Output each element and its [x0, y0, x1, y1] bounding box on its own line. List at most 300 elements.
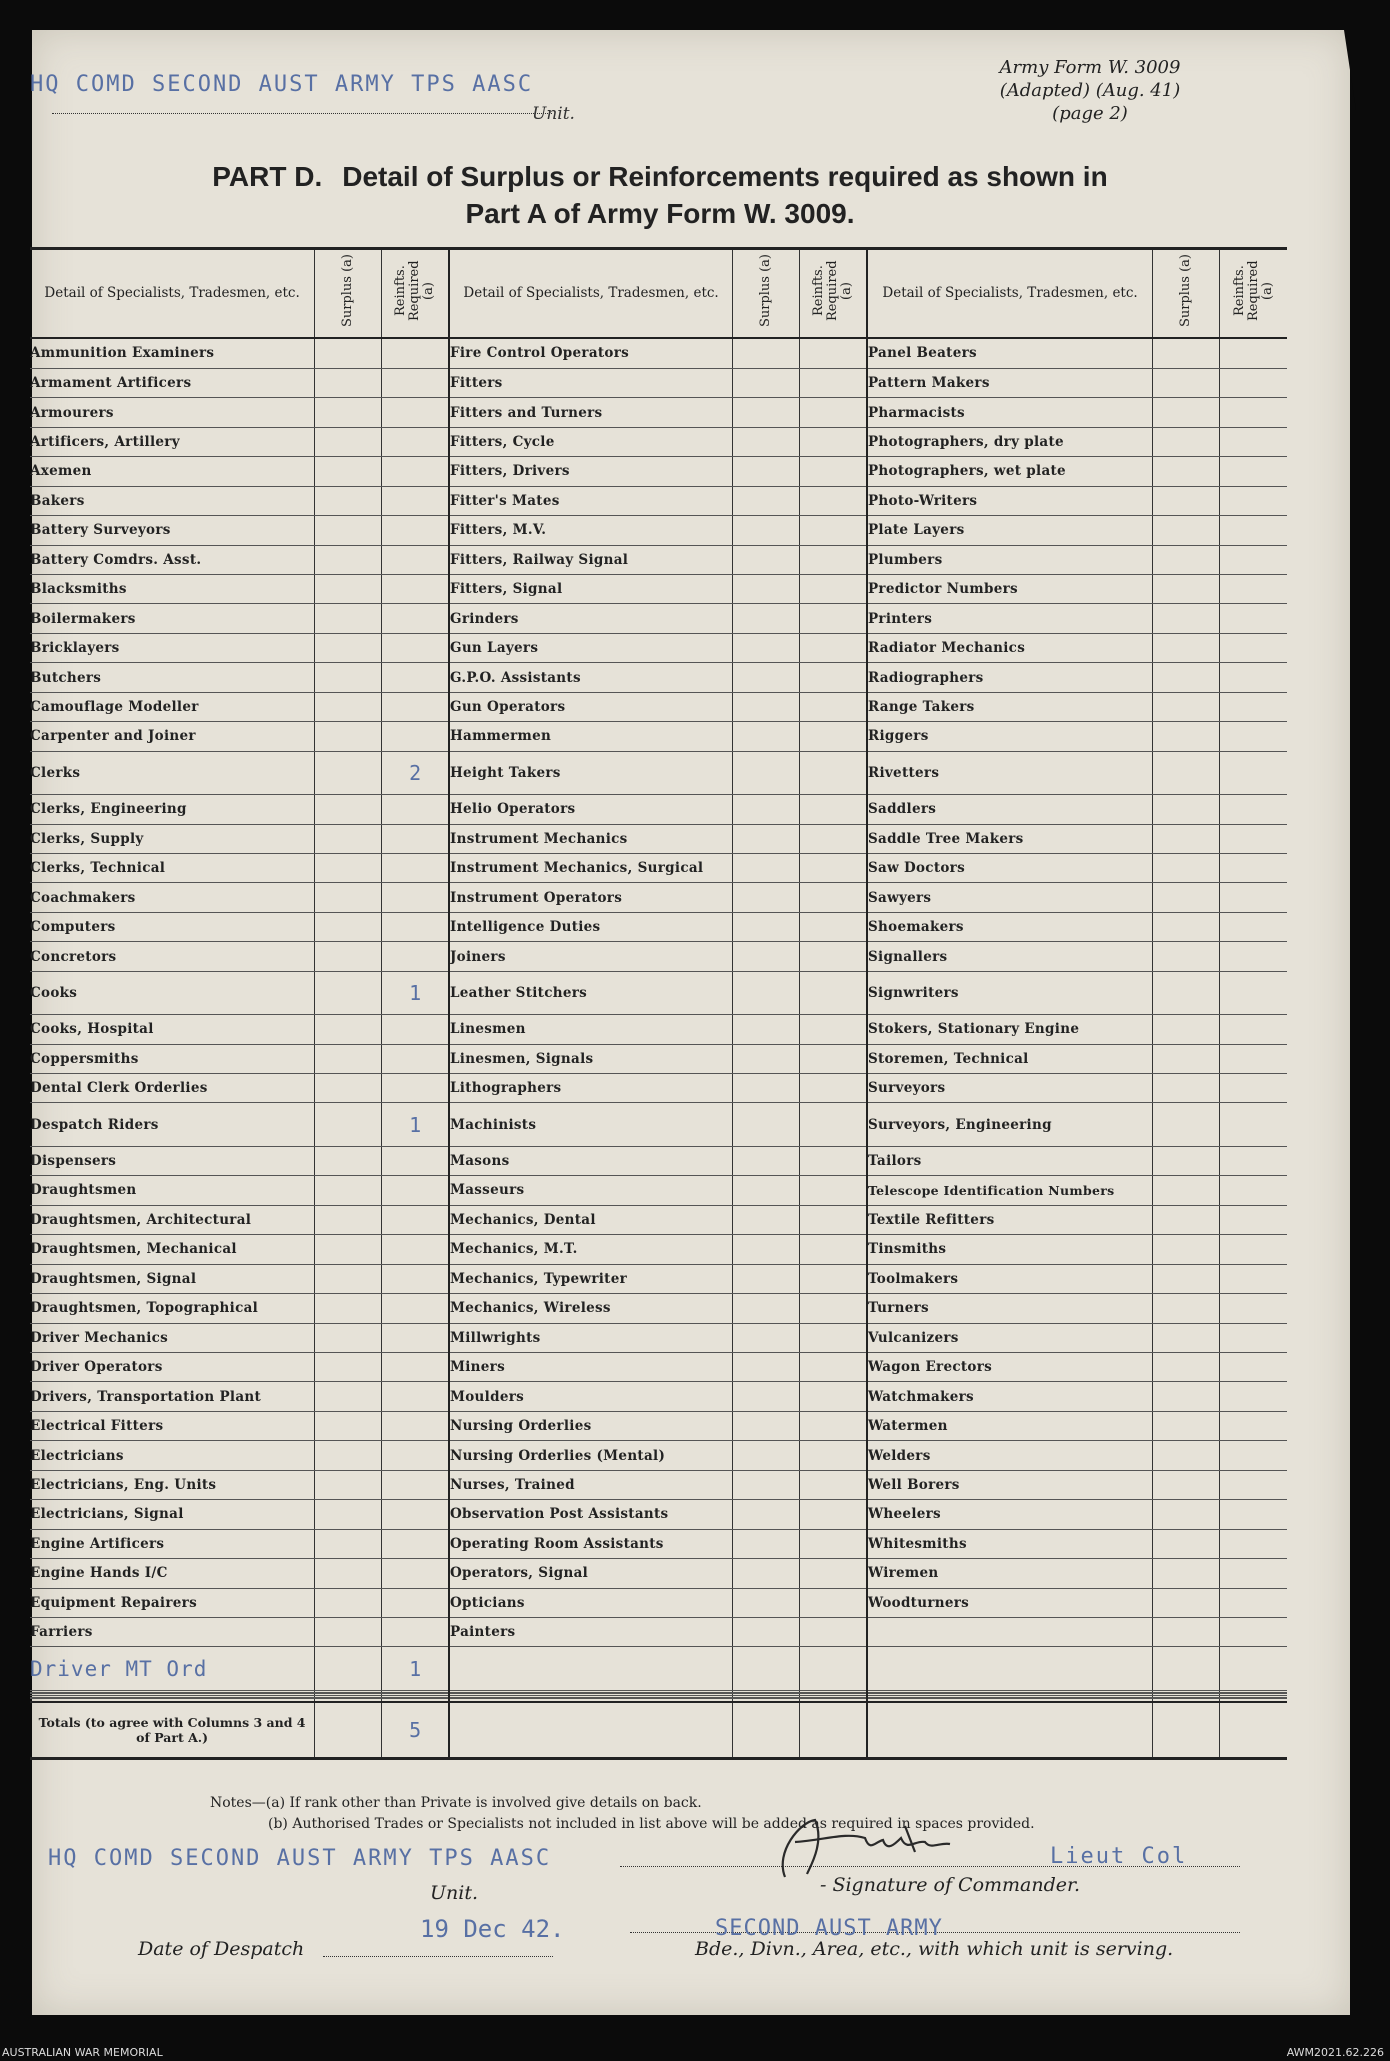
trade-name-cell: Storemen, Technical [867, 1044, 1153, 1073]
reinfts-cell [800, 942, 867, 971]
reinfts-cell [800, 1176, 867, 1205]
trade-name-cell: Saddle Tree Makers [867, 824, 1153, 853]
surplus-cell [1153, 912, 1220, 941]
trade-name-cell: Concretors [30, 942, 315, 971]
reinfts-cell [800, 1559, 867, 1588]
reinfts-cell [800, 486, 867, 515]
surplus-cell [733, 1618, 800, 1647]
trade-name-cell: Masseurs [449, 1176, 733, 1205]
surplus-cell [733, 427, 800, 456]
surplus-cell [1153, 457, 1220, 486]
surplus-cell [1153, 883, 1220, 912]
col-surplus-header: Surplus (a) [733, 249, 800, 339]
reinfts-cell [800, 1618, 867, 1647]
surplus-cell [1153, 633, 1220, 662]
trade-name-cell: Operators, Signal [449, 1559, 733, 1588]
reinfts-cell [800, 516, 867, 545]
surplus-cell [733, 633, 800, 662]
surplus-cell [315, 1529, 382, 1558]
surplus-cell [315, 604, 382, 633]
reinfts-cell [800, 1529, 867, 1558]
surplus-cell [733, 795, 800, 824]
reinfts-cell [800, 751, 867, 794]
trade-name-cell: Mechanics, M.T. [449, 1235, 733, 1264]
surplus-cell [733, 1294, 800, 1323]
reinfts-cell [1220, 722, 1287, 751]
added-trade-row [30, 1647, 1287, 1690]
reinfts-cell [382, 1382, 449, 1411]
totals-reinfts-value: 5 [382, 1702, 449, 1759]
surplus-cell [733, 1382, 800, 1411]
table-row [30, 398, 1287, 427]
trade-name-cell: Driver Operators [30, 1352, 315, 1381]
surplus-cell [315, 1352, 382, 1381]
added-trade-reinfts: 1 [382, 1647, 449, 1690]
blank-cell [733, 1702, 800, 1759]
reinfts-cell [800, 1470, 867, 1499]
surplus-cell [733, 824, 800, 853]
surplus-cell [315, 338, 382, 368]
reinfts-cell [1220, 1529, 1287, 1558]
reinfts-cell [382, 722, 449, 751]
trade-name-cell: Driver Mechanics [30, 1323, 315, 1352]
trade-name-cell: Observation Post Assistants [449, 1500, 733, 1529]
note-a: Notes—(a) If rank other than Private is involved give details on back. [210, 1795, 702, 1811]
surplus-cell [1153, 368, 1220, 397]
surplus-cell [315, 1647, 382, 1690]
trade-name-cell: Bakers [30, 486, 315, 515]
reinfts-cell [800, 427, 867, 456]
trade-name-cell: Saw Doctors [867, 853, 1153, 882]
table-row [30, 1559, 1287, 1588]
surplus-cell [315, 912, 382, 941]
surplus-cell [1153, 1205, 1220, 1234]
trade-name-cell: Riggers [867, 722, 1153, 751]
reinfts-cell [1220, 1500, 1287, 1529]
unit-label-top: Unit. [532, 104, 575, 124]
reinfts-cell [382, 1588, 449, 1617]
surplus-cell [1153, 575, 1220, 604]
trade-name-cell: Welders [867, 1441, 1153, 1470]
reinfts-cell [800, 575, 867, 604]
trade-name-cell: Axemen [30, 457, 315, 486]
blank-cell [1220, 1702, 1287, 1759]
reinfts-cell [382, 1294, 449, 1323]
trade-name-cell: Fitters, Cycle [449, 427, 733, 456]
trade-name-cell: Fitter's Mates [449, 486, 733, 515]
reinfts-cell [800, 1044, 867, 1073]
surplus-cell [315, 1235, 382, 1264]
surplus-cell [733, 1529, 800, 1558]
trade-name-cell: Photographers, dry plate [867, 427, 1153, 456]
trade-name-cell: Intelligence Duties [449, 912, 733, 941]
trade-name-cell: Fitters, Railway Signal [449, 545, 733, 574]
surplus-cell [733, 338, 800, 368]
trade-name-cell: Electricians, Signal [30, 1500, 315, 1529]
reinfts-cell [800, 824, 867, 853]
reinfts-cell [382, 516, 449, 545]
trade-name-cell: Machinists [449, 1103, 733, 1146]
trade-name-cell: Hammermen [449, 722, 733, 751]
note-b: (b) Authorised Trades or Specialists not included in list above will be added as required in spaces provided. [268, 1816, 1035, 1832]
trade-name-cell: Fire Control Operators [449, 338, 733, 368]
reinfts-cell [382, 912, 449, 941]
trade-name-cell: Photographers, wet plate [867, 457, 1153, 486]
totals-row [30, 1702, 1287, 1759]
trade-name-cell: Wiremen [867, 1559, 1153, 1588]
form-adapted: (Adapted) (Aug. 41) [999, 80, 1181, 101]
reinfts-cell [1220, 853, 1287, 882]
trade-name-cell: Shoemakers [867, 912, 1153, 941]
trade-name-cell: Armament Artificers [30, 368, 315, 397]
reinfts-cell [382, 883, 449, 912]
reinfts-cell [800, 633, 867, 662]
table-row [30, 633, 1287, 662]
reinfts-cell [1220, 1205, 1287, 1234]
reinfts-cell [1220, 604, 1287, 633]
table-row [30, 942, 1287, 971]
trade-name-cell: Instrument Operators [449, 883, 733, 912]
trade-name-cell: Helio Operators [449, 795, 733, 824]
reinfts-cell [800, 368, 867, 397]
surplus-cell [1153, 1323, 1220, 1352]
blank-cell [1153, 1647, 1220, 1690]
trade-name-cell: Watchmakers [867, 1382, 1153, 1411]
reinfts-cell [800, 545, 867, 574]
table-row [30, 1411, 1287, 1440]
surplus-cell [315, 1500, 382, 1529]
trade-name-cell: Radiator Mechanics [867, 633, 1153, 662]
reinfts-cell [800, 795, 867, 824]
reinfts-cell [1220, 1411, 1287, 1440]
reinfts-cell [382, 1015, 449, 1044]
reinfts-cell [1220, 575, 1287, 604]
col-detail-header: Detail of Specialists, Tradesmen, etc. [867, 249, 1153, 339]
surplus-cell [733, 1235, 800, 1264]
surplus-cell [315, 1382, 382, 1411]
surplus-cell [1153, 1470, 1220, 1499]
reinfts-cell [800, 1074, 867, 1103]
surplus-cell [1153, 427, 1220, 456]
surplus-cell [733, 368, 800, 397]
reinfts-cell [800, 722, 867, 751]
surplus-cell [733, 1074, 800, 1103]
reinfts-cell [1220, 486, 1287, 515]
table-row [30, 1441, 1287, 1470]
surplus-cell [1153, 516, 1220, 545]
trade-name-cell: Instrument Mechanics [449, 824, 733, 853]
reinfts-cell [382, 398, 449, 427]
table-row [30, 1470, 1287, 1499]
reinfts-cell [382, 1352, 449, 1381]
reinfts-cell [800, 1205, 867, 1234]
reinfts-cell [382, 1146, 449, 1175]
table-row [30, 1382, 1287, 1411]
trade-name-cell: Clerks, Engineering [30, 795, 315, 824]
reinfts-cell [382, 1500, 449, 1529]
surplus-cell [733, 1352, 800, 1381]
trade-name-cell: Signallers [867, 942, 1153, 971]
table-row [30, 1235, 1287, 1264]
blank-cell [867, 1702, 1153, 1759]
reinfts-cell [800, 1382, 867, 1411]
col-reinfts-header: Reinfts. Required (a) [800, 249, 867, 339]
surplus-cell [315, 722, 382, 751]
trade-name-cell: Mechanics, Dental [449, 1205, 733, 1234]
surplus-cell [733, 604, 800, 633]
commander-signature [755, 1812, 985, 1882]
trade-name-cell: Millwrights [449, 1323, 733, 1352]
surplus-cell [733, 912, 800, 941]
signature-caption: - Signature of Commander. [820, 1874, 1081, 1896]
surplus-cell [733, 1015, 800, 1044]
trade-name-cell: Grinders [449, 604, 733, 633]
table-header-row [30, 249, 1287, 339]
reinfts-cell [800, 457, 867, 486]
surplus-cell [315, 1323, 382, 1352]
surplus-cell [315, 853, 382, 882]
reinfts-cell [1220, 398, 1287, 427]
unit-typed-top: HQ COMD SECOND AUST ARMY TPS AASC [30, 72, 534, 97]
reinfts-cell [1220, 1382, 1287, 1411]
trade-name-cell: Clerks [30, 751, 315, 794]
surplus-cell [315, 486, 382, 515]
table-row [30, 1205, 1287, 1234]
col-detail-header: Detail of Specialists, Tradesmen, etc. [449, 249, 733, 339]
trade-name-cell: Woodturners [867, 1588, 1153, 1617]
reinfts-cell [1220, 1323, 1287, 1352]
reinfts-cell [1220, 1176, 1287, 1205]
reinfts-cell [382, 604, 449, 633]
trade-name-cell: Linesmen [449, 1015, 733, 1044]
reinfts-cell [800, 604, 867, 633]
surplus-cell [733, 1205, 800, 1234]
trade-name-cell: Coppersmiths [30, 1044, 315, 1073]
reinfts-cell [800, 1588, 867, 1617]
reinfts-cell [800, 1015, 867, 1044]
reinfts-cell [800, 1352, 867, 1381]
blank-cell [449, 1647, 733, 1690]
reinfts-cell [800, 853, 867, 882]
trade-name-cell: Bricklayers [30, 633, 315, 662]
reinfts-cell [1220, 1074, 1287, 1103]
trade-name-cell: Gun Operators [449, 692, 733, 721]
table-row [30, 1618, 1287, 1647]
table-row [30, 1103, 1287, 1146]
date-label: Date of Despatch [138, 1938, 305, 1960]
col-surplus-header: Surplus (a) [1153, 249, 1220, 339]
reinfts-cell [382, 853, 449, 882]
trade-name-cell: Engine Hands I/C [30, 1559, 315, 1588]
trade-name-cell: Wheelers [867, 1500, 1153, 1529]
trade-name-cell: Battery Surveyors [30, 516, 315, 545]
surplus-cell [315, 545, 382, 574]
date-dotted-line [323, 1956, 553, 1957]
surplus-cell [1153, 1044, 1220, 1073]
trade-name-cell: Battery Comdrs. Asst. [30, 545, 315, 574]
area-caption: Bde., Divn., Area, etc., with which unit is serving. [695, 1938, 1174, 1960]
trade-name-cell: Cooks, Hospital [30, 1015, 315, 1044]
surplus-cell [1153, 795, 1220, 824]
reinfts-cell [800, 1146, 867, 1175]
trade-name-cell: Textile Refitters [867, 1205, 1153, 1234]
trade-name-cell: Plumbers [867, 545, 1153, 574]
surplus-cell [1153, 824, 1220, 853]
reinfts-cell [382, 1529, 449, 1558]
reinfts-cell [1220, 1588, 1287, 1617]
surplus-cell [1153, 971, 1220, 1014]
reinfts-cell [1220, 751, 1287, 794]
table-row [30, 1015, 1287, 1044]
surplus-cell [315, 971, 382, 1014]
surplus-cell [733, 1588, 800, 1617]
surplus-cell [1153, 338, 1220, 368]
trade-name-cell: Drivers, Transportation Plant [30, 1382, 315, 1411]
trade-name-cell: Whitesmiths [867, 1529, 1153, 1558]
surplus-cell [315, 692, 382, 721]
surplus-cell [1153, 398, 1220, 427]
surplus-cell [733, 1470, 800, 1499]
reinfts-cell [1220, 545, 1287, 574]
surplus-cell [1153, 1103, 1220, 1146]
trade-name-cell: Masons [449, 1146, 733, 1175]
trade-name-cell: Turners [867, 1294, 1153, 1323]
reinfts-cell [382, 1411, 449, 1440]
trade-name-cell: Miners [449, 1352, 733, 1381]
trade-name-cell: Painters [449, 1618, 733, 1647]
surplus-cell [733, 1323, 800, 1352]
title-part: PART D. [212, 161, 323, 192]
surplus-cell [315, 1176, 382, 1205]
surplus-cell [315, 751, 382, 794]
table-row [30, 824, 1287, 853]
surplus-cell [1153, 722, 1220, 751]
table-row [30, 486, 1287, 515]
surplus-cell [733, 1559, 800, 1588]
table-row [30, 1294, 1287, 1323]
table-row [30, 1588, 1287, 1617]
surplus-cell [733, 883, 800, 912]
trade-name-cell: Mechanics, Typewriter [449, 1264, 733, 1293]
trade-name-cell: Watermen [867, 1411, 1153, 1440]
surplus-cell [1153, 545, 1220, 574]
table-row [30, 575, 1287, 604]
trade-name-cell: Leather Stitchers [449, 971, 733, 1014]
reinfts-cell [382, 1176, 449, 1205]
surplus-cell [733, 1441, 800, 1470]
trade-name-cell: Equipment Repairers [30, 1588, 315, 1617]
trade-name-cell: Pattern Makers [867, 368, 1153, 397]
surplus-cell [315, 1264, 382, 1293]
surplus-cell [733, 486, 800, 515]
surplus-cell [315, 1588, 382, 1617]
surplus-cell [315, 883, 382, 912]
surplus-cell [315, 1559, 382, 1588]
surplus-cell [315, 1044, 382, 1073]
surplus-cell [733, 1176, 800, 1205]
surplus-cell [1153, 942, 1220, 971]
reinfts-cell [1220, 692, 1287, 721]
surplus-cell [315, 368, 382, 397]
surplus-cell [733, 663, 800, 692]
reinfts-cell [1220, 971, 1287, 1014]
surplus-cell [733, 722, 800, 751]
table-row [30, 1264, 1287, 1293]
trade-name-cell: Toolmakers [867, 1264, 1153, 1293]
reinfts-cell [382, 1441, 449, 1470]
surplus-cell [315, 942, 382, 971]
table-row [30, 338, 1287, 368]
trade-name-cell: Dispensers [30, 1146, 315, 1175]
trade-name-cell: Electrical Fitters [30, 1411, 315, 1440]
reinfts-cell [1220, 457, 1287, 486]
surplus-cell [315, 1015, 382, 1044]
reinfts-cell [1220, 1559, 1287, 1588]
surplus-cell [315, 633, 382, 662]
col-reinfts-header: Reinfts. Required (a) [1220, 249, 1287, 339]
trade-name-cell: Mechanics, Wireless [449, 1294, 733, 1323]
reinfts-cell [382, 633, 449, 662]
trade-name-cell: Gun Layers [449, 633, 733, 662]
trade-name-cell: Fitters, Drivers [449, 457, 733, 486]
trade-name-cell: Surveyors [867, 1074, 1153, 1103]
trade-name-cell: Nursing Orderlies [449, 1411, 733, 1440]
table-row [30, 516, 1287, 545]
blank-cell [1220, 1647, 1287, 1690]
reinfts-cell [1220, 633, 1287, 662]
table-row [30, 795, 1287, 824]
surplus-cell [733, 942, 800, 971]
surplus-cell [733, 1500, 800, 1529]
surplus-cell [1153, 1235, 1220, 1264]
torn-corner [1326, 30, 1356, 110]
trade-name-cell: Tailors [867, 1146, 1153, 1175]
totals-surplus-cell [315, 1702, 382, 1759]
unit-dotted-line [52, 113, 552, 114]
surplus-cell [733, 1146, 800, 1175]
form-reference [960, 56, 1220, 125]
reinfts-cell [1220, 368, 1287, 397]
trade-name-cell: Photo-Writers [867, 486, 1153, 515]
reinfts-cell: 1 [382, 1103, 449, 1146]
reinfts-cell [1220, 516, 1287, 545]
surplus-cell [315, 1205, 382, 1234]
unit-label-bottom: Unit. [430, 1882, 479, 1904]
table-row [30, 427, 1287, 456]
surplus-cell [1153, 1411, 1220, 1440]
trade-name-cell: Fitters, Signal [449, 575, 733, 604]
surplus-cell [1153, 1015, 1220, 1044]
reinfts-cell [800, 1264, 867, 1293]
reinfts-cell [382, 1323, 449, 1352]
table-row [30, 1323, 1287, 1352]
reinfts-cell [800, 883, 867, 912]
surplus-cell [733, 1044, 800, 1073]
table-row [30, 912, 1287, 941]
trade-name-cell: Nursing Orderlies (Mental) [449, 1441, 733, 1470]
reinfts-cell [1220, 338, 1287, 368]
trade-name-cell: Plate Layers [867, 516, 1153, 545]
trade-name-cell: Butchers [30, 663, 315, 692]
reinfts-cell [382, 457, 449, 486]
blank-cell [449, 1702, 733, 1759]
table-row [30, 853, 1287, 882]
trade-name-cell: Nurses, Trained [449, 1470, 733, 1499]
reinfts-cell [1220, 1015, 1287, 1044]
trade-name-cell: Lithographers [449, 1074, 733, 1103]
trade-name-cell [867, 1618, 1153, 1647]
surplus-cell [1153, 1529, 1220, 1558]
